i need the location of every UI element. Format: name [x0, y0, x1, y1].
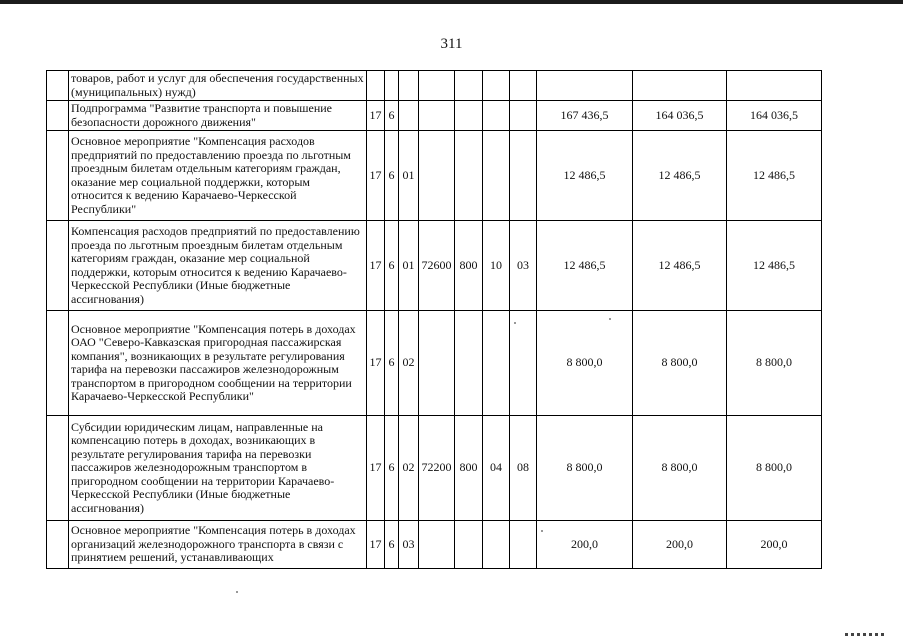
table-row	[47, 71, 822, 101]
gp-code-cell: 17	[367, 416, 385, 521]
amount-year-2-cell: 8 800,0	[633, 416, 727, 521]
amount-year-3-cell: 164 036,5	[727, 101, 822, 131]
vr-code-cell	[455, 101, 483, 131]
pr-code-cell	[510, 101, 537, 131]
om-code-cell: 01	[399, 221, 419, 311]
rz-code-cell: 04	[483, 416, 510, 521]
amount-year-1-cell	[537, 71, 633, 101]
amount-year-2-cell: 12 486,5	[633, 131, 727, 221]
vr-code-cell	[455, 311, 483, 416]
row-index-cell	[47, 416, 69, 521]
amount-year-2-cell: 164 036,5	[633, 101, 727, 131]
table-row	[47, 416, 822, 521]
amount-year-3-cell: 12 486,5	[727, 221, 822, 311]
vr-code-cell	[455, 131, 483, 221]
gp-code-cell: 17	[367, 101, 385, 131]
amount-year-3-cell	[727, 71, 822, 101]
budget-table	[46, 70, 822, 569]
gp-code-cell	[367, 71, 385, 101]
table-row	[47, 101, 822, 131]
amount-year-2-cell: 12 486,5	[633, 221, 727, 311]
rz-code-cell	[483, 101, 510, 131]
item-name-cell: Компенсация расходов предприятий по предоставлению проезда по льготным проездным билетам отдельным категориям граждан, оказание мер социальной поддержки, которым относится к ведению Карачаево-Черкесской Республики (Иные бюджетные ассигнования)	[69, 221, 367, 311]
table-row	[47, 221, 822, 311]
amount-year-2-cell: 8 800,0	[633, 311, 727, 416]
amount-year-3-cell: 200,0	[727, 521, 822, 569]
budget-table-body	[47, 71, 822, 569]
scan-speck	[514, 322, 516, 324]
scan-speck	[609, 318, 611, 320]
amount-year-1-cell: 8 800,0	[537, 416, 633, 521]
pr-code-cell	[510, 311, 537, 416]
pp-code-cell: 6	[385, 416, 399, 521]
item-name-cell: Основное мероприятие "Компенсация расходов предприятий по предоставлению проезда по льготным проездным билетам отдельным категориям граждан, оказание мер социальной поддержки, которым относится к ведению Карачаево-Черкесской Республики"	[69, 131, 367, 221]
table-row	[47, 521, 822, 569]
scan-speck	[236, 591, 238, 593]
direction-code-cell	[419, 311, 455, 416]
scan-speck	[541, 530, 543, 532]
pp-code-cell: 6	[385, 221, 399, 311]
om-code-cell: 03	[399, 521, 419, 569]
row-index-cell	[47, 221, 69, 311]
direction-code-cell	[419, 71, 455, 101]
pr-code-cell	[510, 71, 537, 101]
pp-code-cell: 6	[385, 311, 399, 416]
rz-code-cell	[483, 71, 510, 101]
rz-code-cell: 10	[483, 221, 510, 311]
table-row	[47, 131, 822, 221]
page-number: 311	[440, 36, 463, 52]
row-index-cell	[47, 131, 69, 221]
row-index-cell	[47, 101, 69, 131]
om-code-cell	[399, 101, 419, 131]
pr-code-cell	[510, 131, 537, 221]
item-name-cell: товаров, работ и услуг для обеспечения государственных (муниципальных) нужд)	[69, 71, 367, 101]
scan-edge-mark	[845, 633, 885, 636]
pp-code-cell: 6	[385, 101, 399, 131]
amount-year-2-cell	[633, 71, 727, 101]
item-name-cell: Основное мероприятие "Компенсация потерь в доходах ОАО "Северо-Кавказская пригородная пассажирская компания", возникающих в результате регулирования тарифа на перевозки пассажиров железнодорожным транспортом в пригородном сообщении на территории Карачаево-Черкесской Республики"	[69, 311, 367, 416]
item-name-cell: Подпрограмма "Развитие транспорта и повышение безопасности дорожного движения"	[69, 101, 367, 131]
amount-year-2-cell: 200,0	[633, 521, 727, 569]
om-code-cell: 02	[399, 311, 419, 416]
table-row	[47, 311, 822, 416]
amount-year-1-cell: 12 486,5	[537, 221, 633, 311]
amount-year-1-cell: 8 800,0	[537, 311, 633, 416]
row-index-cell	[47, 311, 69, 416]
amount-year-1-cell: 12 486,5	[537, 131, 633, 221]
direction-code-cell: 72200	[419, 416, 455, 521]
direction-code-cell: 72600	[419, 221, 455, 311]
page-top-edge	[0, 0, 903, 4]
om-code-cell: 01	[399, 131, 419, 221]
pr-code-cell: 08	[510, 416, 537, 521]
rz-code-cell	[483, 521, 510, 569]
pp-code-cell	[385, 71, 399, 101]
vr-code-cell: 800	[455, 221, 483, 311]
vr-code-cell	[455, 71, 483, 101]
pp-code-cell: 6	[385, 131, 399, 221]
gp-code-cell: 17	[367, 221, 385, 311]
rz-code-cell	[483, 131, 510, 221]
row-index-cell	[47, 71, 69, 101]
gp-code-cell: 17	[367, 131, 385, 221]
direction-code-cell	[419, 131, 455, 221]
rz-code-cell	[483, 311, 510, 416]
row-index-cell	[47, 521, 69, 569]
direction-code-cell	[419, 521, 455, 569]
amount-year-1-cell: 167 436,5	[537, 101, 633, 131]
amount-year-3-cell: 8 800,0	[727, 311, 822, 416]
pr-code-cell	[510, 521, 537, 569]
pp-code-cell: 6	[385, 521, 399, 569]
direction-code-cell	[419, 101, 455, 131]
amount-year-3-cell: 12 486,5	[727, 131, 822, 221]
gp-code-cell: 17	[367, 521, 385, 569]
vr-code-cell: 800	[455, 416, 483, 521]
amount-year-3-cell: 8 800,0	[727, 416, 822, 521]
vr-code-cell	[455, 521, 483, 569]
item-name-cell: Основное мероприятие "Компенсация потерь в доходах организаций железнодорожного транспорта в связи с принятием решений, устанавливающих	[69, 521, 367, 569]
item-name-cell: Субсидии юридическим лицам, направленные на компенсацию потерь в доходах, возникающих в результате регулирования тарифа на перевозки пассажиров железнодорожным транспортом в пригородном сообщении на территории Карачаево-Черкесской Республики (Иные бюджетные ассигнования)	[69, 416, 367, 521]
amount-year-1-cell: 200,0	[537, 521, 633, 569]
om-code-cell	[399, 71, 419, 101]
pr-code-cell: 03	[510, 221, 537, 311]
gp-code-cell: 17	[367, 311, 385, 416]
om-code-cell: 02	[399, 416, 419, 521]
